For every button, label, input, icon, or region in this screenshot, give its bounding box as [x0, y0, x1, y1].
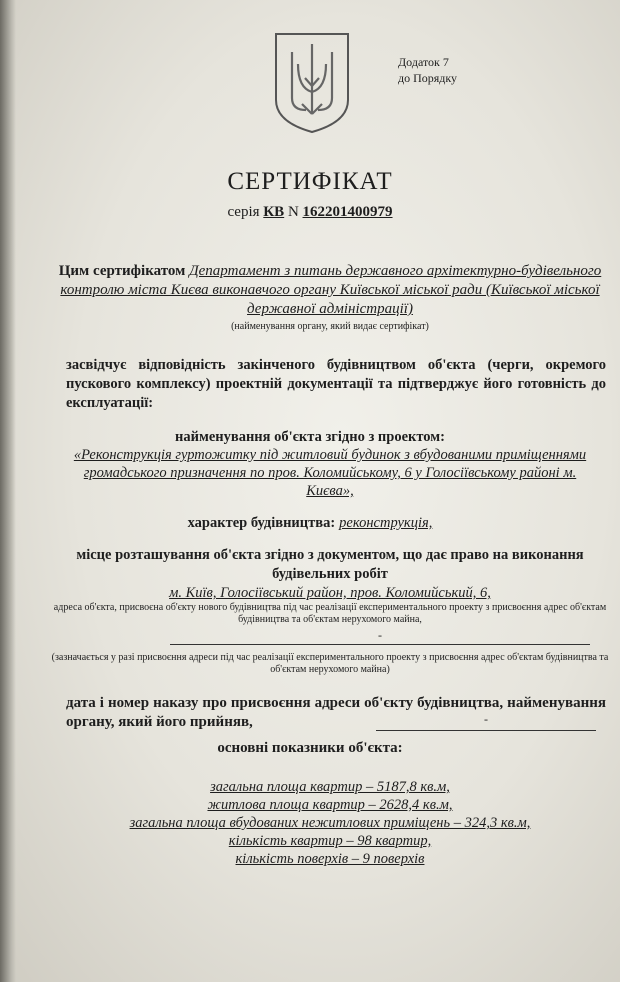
- assigned-address-value: -: [170, 628, 590, 645]
- certificate-number: 162201400979: [302, 204, 393, 220]
- construction-line: [0, 514, 620, 533]
- series-code: КВ: [263, 204, 285, 220]
- issuer-name: Департамент з питань державного архітектурно-будівельного контролю міста Києва виконавчого органу Київської міської ради (Київської міської державної адміністрації): [60, 263, 602, 317]
- trident-icon: [272, 30, 352, 136]
- object-name: «Реконструкція гуртожитку під житловий будинок з вбудованими приміщеннями громадського призначення по пров. Коломийському, 6 у Голосіївському районі м. Києва»,: [73, 447, 587, 499]
- indicator-item: кількість квартир – 98 квартир,: [228, 833, 432, 849]
- indicator-item: житлова площа квартир – 2628,4 кв.м,: [207, 797, 453, 813]
- annex-line-1: Додаток 7: [398, 55, 449, 69]
- issuer-caption: (найменування органу, який видає сертифікат): [231, 321, 429, 332]
- assigned-address-caption: (зазначається у разі присвоєння адреси під час реалізації експериментального проекту з присвоєння адрес об'єктам будівництва та об'єктам нерухомого майна): [51, 652, 609, 675]
- object-name-label: найменування об'єкта згідно з проектом:: [175, 429, 445, 445]
- construction-label: характер будівництва:: [187, 515, 336, 531]
- indicators-label: основні показники об'єкта:: [217, 740, 403, 756]
- location-caption: адреса об'єкта, присвоєна об'єкту нового будівництва під час реалізації експериментального проекту з присвоєння адрес об'єктам будівництва та об'єктам нерухомого майна,: [53, 602, 607, 625]
- indicator-item: кількість поверхів – 9 поверхів: [235, 851, 425, 867]
- issuer-lead: Цим сертифікатом: [58, 263, 186, 279]
- intro-text: засвідчує відповідність закінченого будівництвом об'єкта (черги, окремого пускового комплексу) проектній документації та підтверджує його готовність до експлуатації:: [66, 357, 606, 411]
- indicator-item: загальна площа вбудованих нежитлових приміщень – 324,3 кв.м,: [129, 815, 531, 831]
- location-value: м. Київ, Голосіївський район, пров. Коломийський, 6,: [169, 585, 491, 601]
- annex-note: [398, 54, 457, 86]
- page-title: СЕРТИФІКАТ: [227, 168, 393, 195]
- location-label: місце розташування об'єкта згідно з документом, що дає право на виконання будівельних робіт: [76, 547, 584, 582]
- order-label: дата і номер наказу про присвоєння адреси об'єкту будівництва, найменування органу, який його прийняв,: [66, 695, 606, 730]
- order-value: -: [376, 712, 596, 731]
- indicator-item: загальна площа квартир – 5187,8 кв.м,: [210, 779, 450, 795]
- indicators-list: [40, 778, 620, 868]
- construction-value: реконструкція,: [339, 515, 433, 531]
- issuer-block: [40, 262, 620, 319]
- number-label: N: [287, 204, 299, 220]
- annex-line-2: до Порядку: [398, 71, 458, 85]
- series-line: [0, 204, 620, 221]
- series-label: серія: [227, 204, 260, 220]
